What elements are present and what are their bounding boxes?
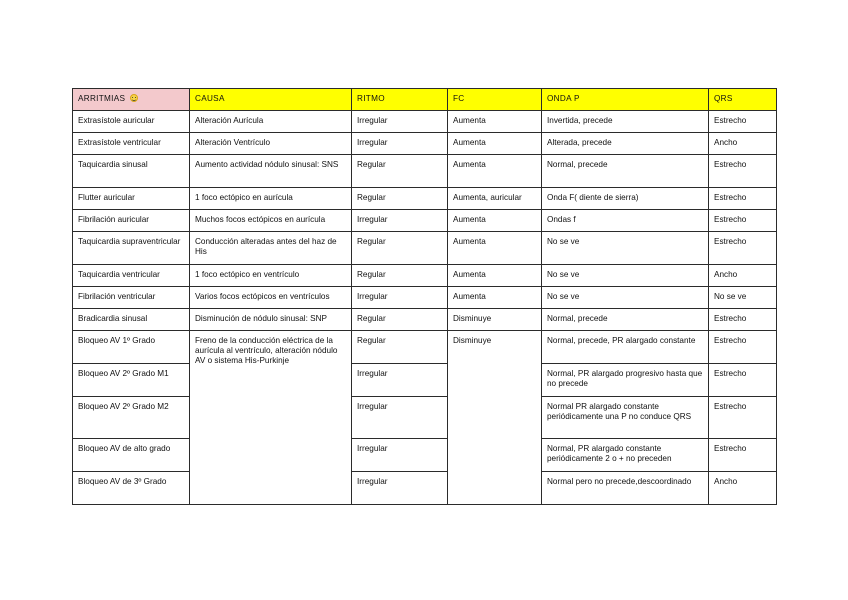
cell-causa: 1 foco ectópico en aurícula (190, 188, 352, 210)
cell-onda-p: Alterada, precede (542, 133, 709, 155)
cell-onda-p: Ondas f (542, 210, 709, 232)
cell-fc: Aumenta (448, 232, 542, 265)
cell-arritmia: Bloqueo AV 1º Grado (73, 331, 190, 364)
cell-ritmo: Irregular (352, 439, 448, 472)
cell-causa: 1 foco ectópico en ventrículo (190, 265, 352, 287)
cell-onda-p: Invertida, precede (542, 111, 709, 133)
cell-ritmo: Regular (352, 155, 448, 188)
cell-arritmia: Bloqueo AV 2º Grado M1 (73, 364, 190, 397)
table-row (73, 439, 777, 472)
cell-qrs: Estrecho (709, 309, 777, 331)
cell-qrs: Estrecho (709, 188, 777, 210)
cell-onda-p: No se ve (542, 265, 709, 287)
cell-onda-p: No se ve (542, 287, 709, 309)
cell-fc: Disminuye (448, 309, 542, 331)
cell-arritmia: Bradicardia sinusal (73, 309, 190, 331)
cell-arritmia: Extrasístole ventricular (73, 133, 190, 155)
cell-fc-bloqueos: Disminuye (448, 331, 542, 505)
cell-arritmia: Bloqueo AV de alto grado (73, 439, 190, 472)
cell-fc: Aumenta (448, 111, 542, 133)
cell-onda-p: Normal, PR alargado constante periódicamente 2 o + no preceden (542, 439, 709, 472)
cell-onda-p: Normal pero no precede,descoordinado (542, 472, 709, 505)
cell-ritmo: Irregular (352, 287, 448, 309)
cell-arritmia: Bloqueo AV 2º Grado M2 (73, 397, 190, 439)
cell-qrs: Estrecho (709, 331, 777, 364)
table-row (73, 364, 777, 397)
cell-ritmo: Irregular (352, 210, 448, 232)
cell-causa: Conducción alteradas antes del haz de His (190, 232, 352, 265)
header-arritmias-label: ARRITMIAS (78, 94, 126, 103)
cell-arritmia: Taquicardia ventricular (73, 265, 190, 287)
table-row (73, 265, 777, 287)
header-ritmo: RITMO (352, 89, 448, 111)
cell-qrs: Estrecho (709, 155, 777, 188)
table-row (73, 309, 777, 331)
cell-fc: Aumenta (448, 133, 542, 155)
cell-fc: Aumenta (448, 287, 542, 309)
table-row (73, 472, 777, 505)
cell-ritmo: Irregular (352, 472, 448, 505)
cell-onda-p: Normal, precede (542, 309, 709, 331)
table-body (73, 111, 777, 505)
cell-ritmo: Regular (352, 188, 448, 210)
smiley-icon (130, 94, 138, 102)
cell-ritmo: Regular (352, 265, 448, 287)
cell-causa: Alteración Aurícula (190, 111, 352, 133)
cell-onda-p: Normal, precede (542, 155, 709, 188)
header-qrs: QRS (709, 89, 777, 111)
cell-qrs: Estrecho (709, 439, 777, 472)
cell-onda-p: Normal, PR alargado progresivo hasta que no precede (542, 364, 709, 397)
cell-arritmia: Taquicardia supraventricular (73, 232, 190, 265)
cell-ritmo: Irregular (352, 397, 448, 439)
cell-ritmo: Regular (352, 331, 448, 364)
arrhythmia-table (72, 88, 777, 505)
cell-causa: Muchos focos ectópicos en aurícula (190, 210, 352, 232)
table-row (73, 331, 777, 364)
cell-ritmo: Irregular (352, 364, 448, 397)
cell-qrs: Estrecho (709, 364, 777, 397)
cell-qrs: Estrecho (709, 232, 777, 265)
header-causa: CAUSA (190, 89, 352, 111)
table-row (73, 155, 777, 188)
cell-qrs: Estrecho (709, 210, 777, 232)
cell-qrs: Estrecho (709, 397, 777, 439)
cell-fc: Aumenta (448, 265, 542, 287)
cell-qrs: Ancho (709, 472, 777, 505)
cell-onda-p: Onda F( diente de sierra) (542, 188, 709, 210)
cell-qrs: Ancho (709, 265, 777, 287)
cell-fc: Aumenta, auricular (448, 188, 542, 210)
table-row (73, 188, 777, 210)
cell-ritmo: Irregular (352, 111, 448, 133)
cell-arritmia: Fibrilación ventricular (73, 287, 190, 309)
cell-arritmia: Taquicardia sinusal (73, 155, 190, 188)
header-fc: FC (448, 89, 542, 111)
table-row (73, 210, 777, 232)
cell-arritmia: Flutter auricular (73, 188, 190, 210)
cell-causa: Aumento actividad nódulo sinusal: SNS (190, 155, 352, 188)
cell-arritmia: Extrasístole auricular (73, 111, 190, 133)
table-row (73, 287, 777, 309)
cell-qrs: Estrecho (709, 111, 777, 133)
cell-ritmo: Regular (352, 232, 448, 265)
cell-onda-p: No se ve (542, 232, 709, 265)
cell-causa: Varios focos ectópicos en ventrículos (190, 287, 352, 309)
cell-qrs: Ancho (709, 133, 777, 155)
table-row (73, 133, 777, 155)
cell-arritmia: Bloqueo AV de 3º Grado (73, 472, 190, 505)
header-row (73, 89, 777, 111)
cell-onda-p: Normal, precede, PR alargado constante (542, 331, 709, 364)
table-row (73, 111, 777, 133)
cell-ritmo: Irregular (352, 133, 448, 155)
table-row (73, 397, 777, 439)
table-row (73, 232, 777, 265)
cell-ritmo: Regular (352, 309, 448, 331)
cell-arritmia: Fibrilación auricular (73, 210, 190, 232)
cell-onda-p: Normal PR alargado constante periódicamente una P no conduce QRS (542, 397, 709, 439)
cell-causa: Disminución de nódulo sinusal: SNP (190, 309, 352, 331)
cell-causa-bloqueos: Freno de la conducción eléctrica de la aurícula al ventrículo, alteración nódulo AV o sistema His-Purkinje (190, 331, 352, 505)
header-onda-p: ONDA P (542, 89, 709, 111)
cell-causa: Alteración Ventrículo (190, 133, 352, 155)
cell-fc: Aumenta (448, 155, 542, 188)
cell-qrs: No se ve (709, 287, 777, 309)
header-arritmias (73, 89, 190, 111)
cell-fc: Aumenta (448, 210, 542, 232)
